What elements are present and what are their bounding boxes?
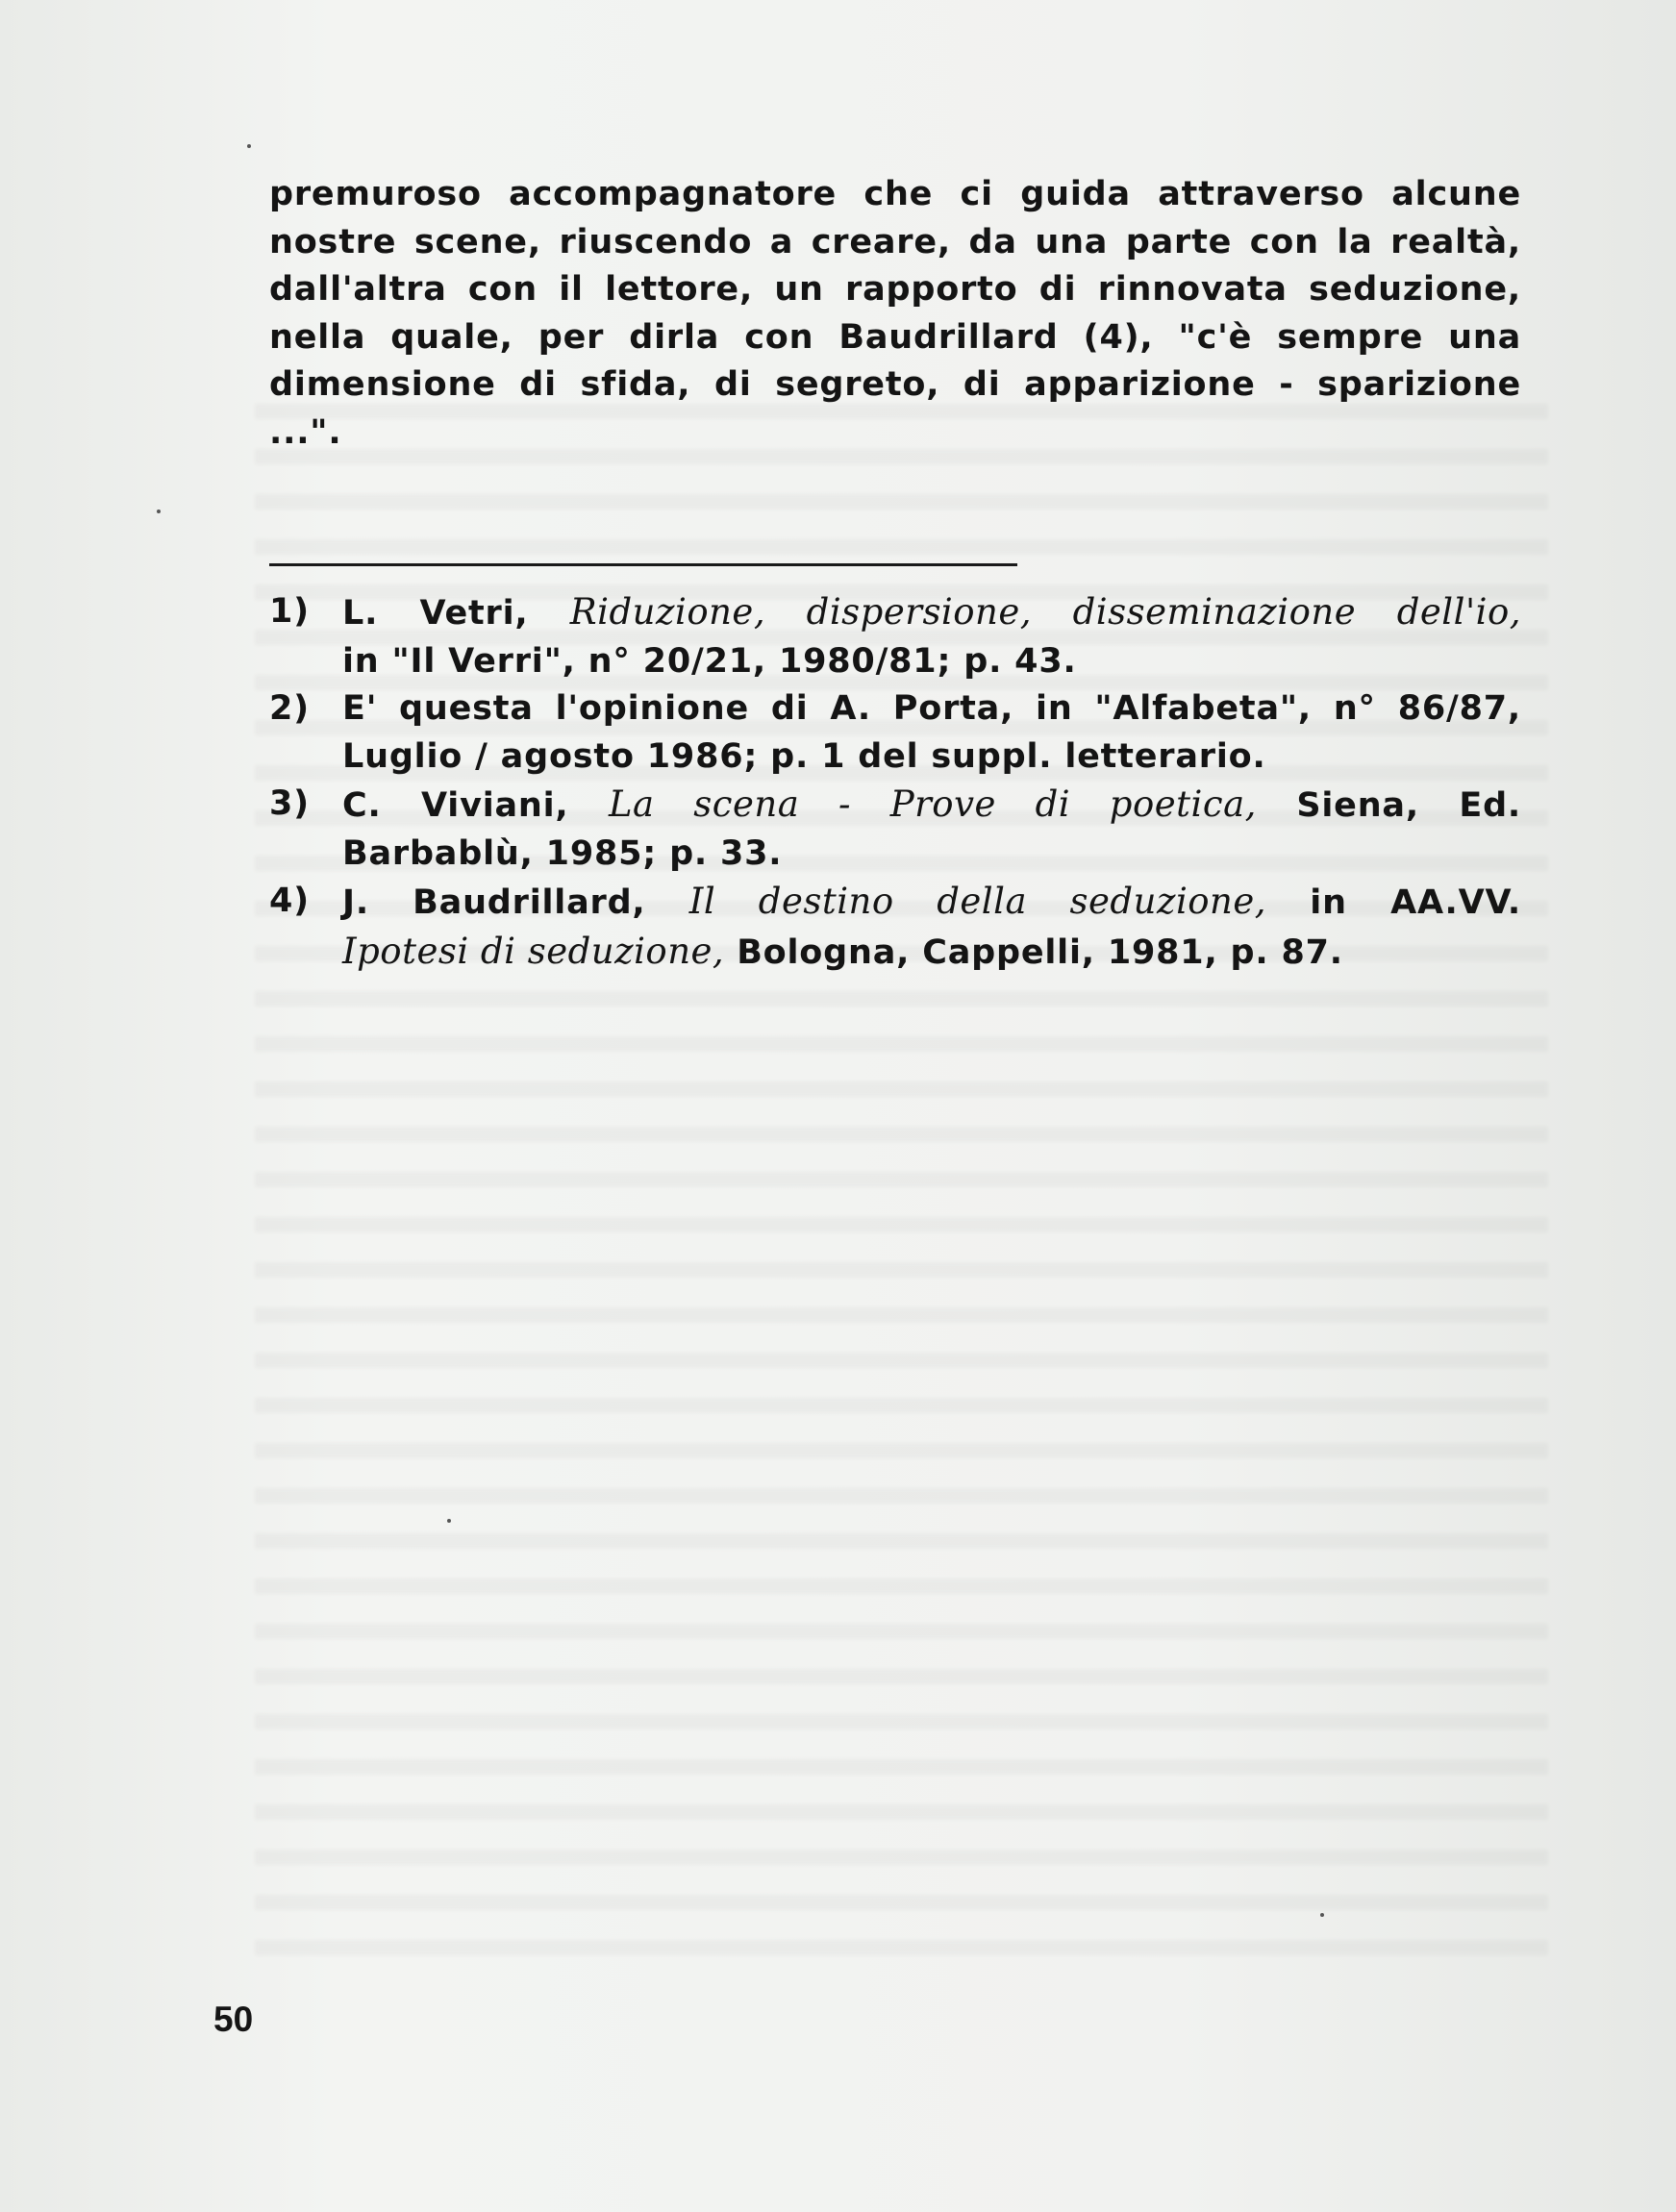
page-number: 50 (213, 2000, 254, 2039)
footnote-text: Luglio / agosto 1986; p. 1 del suppl. letterario. (342, 736, 1266, 776)
footnote-2 (269, 685, 1521, 781)
footnote-text: J. Baudrillard, (342, 883, 689, 922)
body-line: dimensione di sfida, di segreto, di apparizione - sparizione (269, 365, 1521, 404)
body-line: ...". (269, 412, 342, 452)
body-paragraph (269, 171, 1521, 457)
footnote-number: 4) (269, 882, 310, 920)
footnote-text: in "Il Verri", n° 20/21, 1980/81; p. 43. (342, 641, 1077, 681)
footnote-text: E' questa l'opinione di A. Porta, in "Alfabeta", n° 86/87, (342, 689, 1521, 728)
dust-speck (1320, 1913, 1324, 1917)
footnote-row (342, 685, 1521, 733)
footnote-text: Siena, Ed. (1256, 786, 1522, 825)
footnote-text: C. Viviani, (342, 786, 609, 825)
footnote-text: in AA.VV. (1266, 883, 1521, 922)
footnote-divider (269, 563, 1017, 566)
footnote-text: Bologna, Cappelli, 1981, p. 87. (724, 932, 1343, 972)
footnote-row (342, 831, 1521, 879)
footnote-4 (269, 878, 1521, 977)
body-line: nostre scene, riuscendo a creare, da una parte con la realtà, (269, 222, 1521, 261)
dust-speck (247, 144, 251, 148)
footnote-number: 1) (269, 592, 310, 631)
body-line: dall'altra con il lettore, un rapporto di rinnovata seduzione, (269, 270, 1521, 309)
footnote-1 (269, 588, 1521, 685)
footnote-text: L. Vetri, (342, 594, 570, 633)
footnote-title: Riduzione, dispersione, disseminazione dell'io, (569, 591, 1521, 633)
body-line: nella quale, per dirla con Baudrillard (4), "c'è sempre una (269, 317, 1521, 357)
footnote-row (342, 588, 1521, 638)
dust-speck (447, 1519, 451, 1523)
footnote-number: 2) (269, 689, 310, 728)
footnote-title: Il destino della seduzione, (688, 881, 1267, 922)
footnote-number: 3) (269, 784, 310, 823)
footnote-title: La scena - Prove di poetica, (608, 783, 1257, 825)
footnote-row (342, 781, 1521, 831)
body-line: premuroso accompagnatore che ci guida attraverso alcune (269, 175, 1521, 213)
footnote-title: Ipotesi di seduzione, (342, 930, 725, 972)
footnote-row (342, 638, 1521, 686)
footnote-row (342, 878, 1521, 928)
footnotes-list (269, 588, 1521, 977)
footnote-row (342, 928, 1521, 978)
footnote-3 (269, 781, 1521, 878)
dust-speck (157, 510, 161, 513)
footnote-row (342, 733, 1521, 782)
footnote-text: Barbablù, 1985; p. 33. (342, 833, 783, 873)
